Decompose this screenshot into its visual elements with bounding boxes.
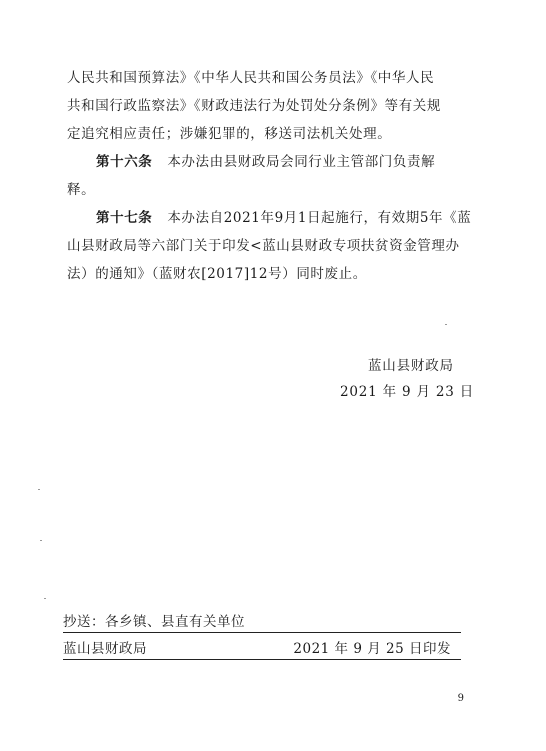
body-line-1: 人民共和国预算法》《中华人民共和国公务员法》《中华人民 — [67, 70, 435, 86]
cc-text: 抄送：各乡镇、县直有关单位 — [63, 614, 245, 630]
issue-line — [63, 637, 461, 660]
article-16 — [96, 150, 435, 170]
scan-speck — [445, 324, 447, 325]
issue-date-text: 2021 年 9 月 25 日印发 — [293, 641, 451, 657]
article-16-text: 本办法由县财政局会同行业主管部门负责解 — [167, 154, 436, 170]
article-17 — [96, 206, 471, 226]
body-line-3: 定追究相应责任；涉嫌犯罪的，移送司法机关处理。 — [67, 126, 392, 142]
cc-line — [63, 610, 461, 633]
article-16-continuation: 释。 — [67, 182, 96, 198]
article-16-label: 第十六条 — [96, 154, 153, 170]
article-17-line-3: 法）的通知》（蓝财农[2017]12号）同时废止。 — [67, 266, 367, 282]
article-17-text: 本办法自2021年9月1日起施行，有效期5年《蓝 — [167, 210, 472, 226]
signature-date: 2021 年 9 月 23 日 — [340, 384, 475, 400]
scan-speck — [38, 489, 40, 490]
body-line-2: 共和国行政监察法》《财政违法行为处罚处分条例》等有关规 — [67, 98, 441, 114]
page-number: 9 — [457, 693, 464, 704]
issuer-text: 蓝山县财政局 — [63, 641, 147, 657]
scan-speck — [44, 598, 46, 599]
article-17-label: 第十七条 — [96, 210, 153, 226]
scan-speck — [40, 540, 42, 541]
article-17-line-2: 山县财政局等六部门关于印发<蓝山县财政专项扶贫资金管理办 — [67, 238, 460, 254]
signature-org: 蓝山县财政局 — [368, 358, 454, 374]
